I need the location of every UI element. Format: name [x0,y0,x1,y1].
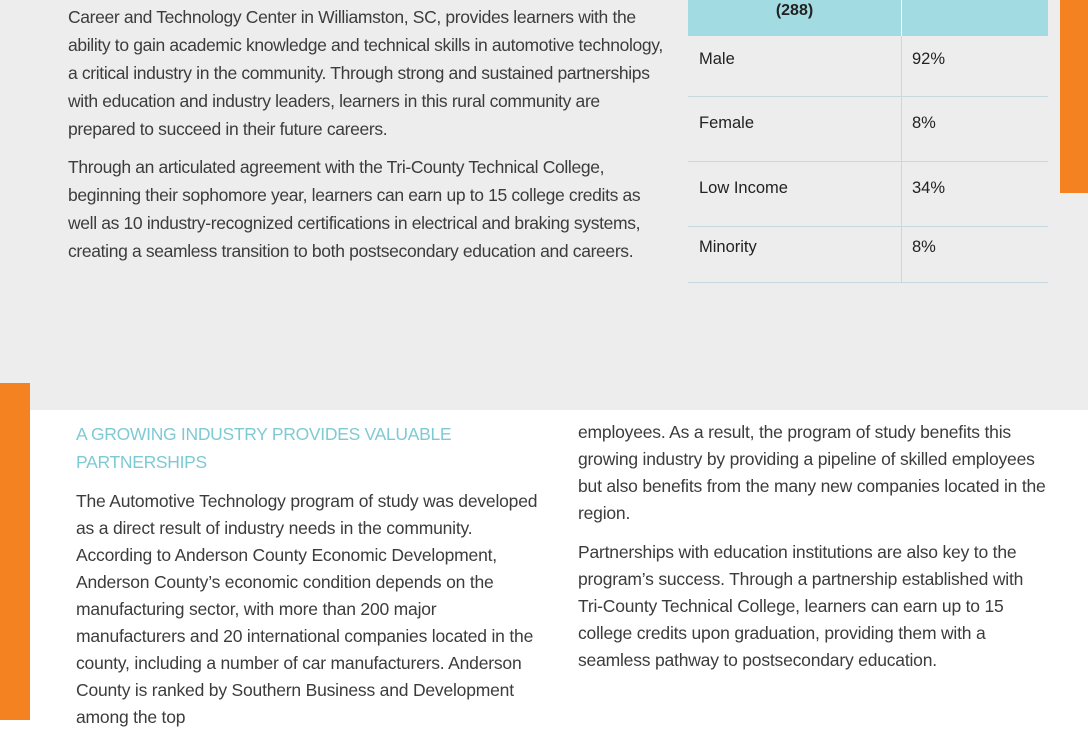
row-label: Female [688,97,902,161]
table-row [688,36,1048,97]
row-value: 8% [912,238,936,256]
right-column [578,419,1048,686]
body-paragraph: The Automotive Technology program of study was developed as a direct result of industry needs in the community. According to Anderson County Economic Development, Anderson County’s economic condition depends on the manufacturing sector, with more than 200 major manufacturers and 20 international companies located in the county, including a number of car manufacturers. Anderson County is ranked by Southern Business and Development among the top [76,491,538,727]
intro-paragraph: Through an articulated agreement with the Tri-County Technical College, beginning their sophomore year, learners can earn up to 15 college credits as well as 10 industry-recognized certifications in electrical and braking systems, creating a seamless transition to both postsecondary education and careers. [68,157,641,261]
demographics-table [688,0,1048,283]
row-label: Minority [688,227,902,282]
row-label: Low Income [688,162,902,226]
row-value: 92% [912,50,946,68]
table-header-blank [901,0,1048,36]
row-value: 34% [912,179,946,197]
intro-paragraph: Career and Technology Center in Williamston, SC, provides learners with the ability to gain academic knowledge and technical skills in automotive technology, a critical industry in the community. Through strong and sustained partnerships with education and industry leaders, learners in this rural community are prepared to succeed in their future careers. [68,7,663,139]
table-header-enrollment: (288) [775,2,814,19]
body-paragraph: employees. As a result, the program of study benefits this growing industry by providing a pipeline of skilled employees but also benefits from the many new companies located in the region. [578,422,1046,523]
table-header [688,0,1048,36]
row-value: 8% [912,114,936,132]
left-column [76,420,546,731]
section-heading: A GROWING INDUSTRY PROVIDES VALUABLE PARTNERSHIPS [76,424,452,472]
orange-accent-bar-left [0,383,30,720]
intro-text [68,3,668,275]
table-row [688,97,1048,162]
table-row [688,227,1048,283]
row-label: Male [688,36,902,96]
table-row [688,162,1048,227]
body-paragraph: Partnerships with education institutions are also key to the program’s success. Through a partnership established with Tri-County Technical College, learners can earn up to 15 college credits upon graduation, providing them with a seamless pathway to postsecondary education. [578,542,1024,670]
orange-accent-bar-right [1060,0,1088,193]
